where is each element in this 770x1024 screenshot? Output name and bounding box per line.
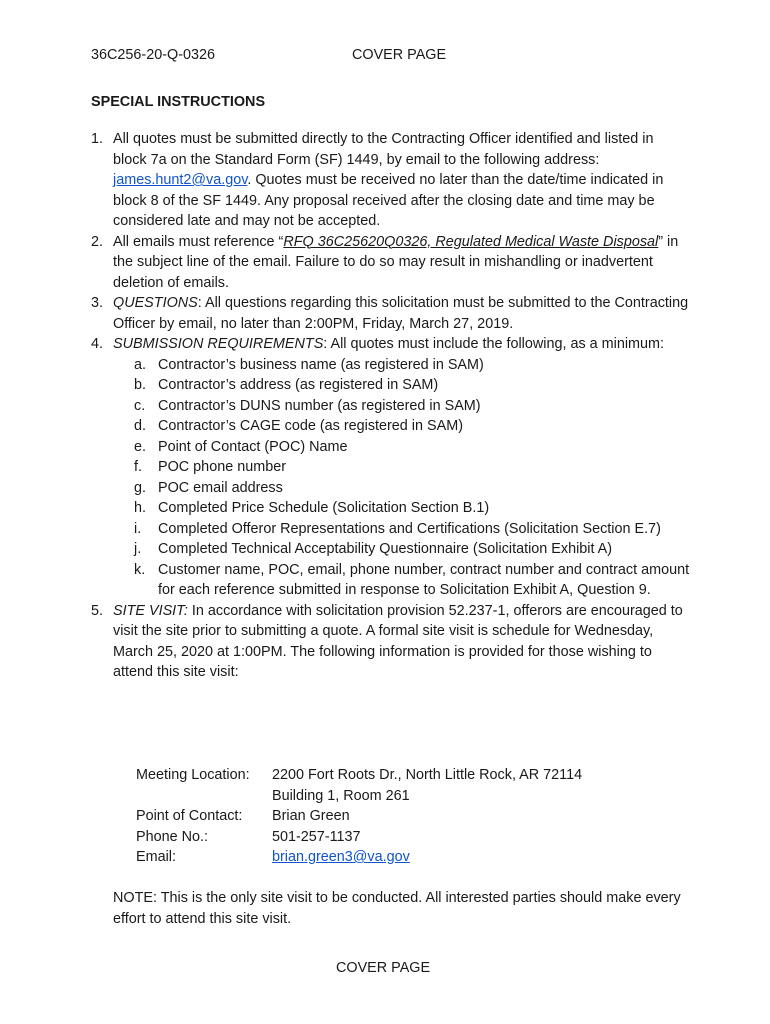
list-item-text: Contractor’s CAGE code (as registered in SAM) xyxy=(158,418,463,434)
instruction-item-2 xyxy=(91,232,691,294)
item-text: : All questions regarding this solicitation must be submitted to the Contracting Officer by email, no later than 2:00PM, Friday, March 27, 2019. xyxy=(113,295,689,332)
meeting-location-building: Building 1, Room 261 xyxy=(272,787,410,804)
item-letter: e. xyxy=(134,438,147,455)
item-label: SUBMISSION REQUIREMENTS xyxy=(113,336,324,352)
item-number: 1. xyxy=(91,131,104,147)
item-letter: g. xyxy=(134,479,147,496)
contact-email-link[interactable]: brian.green3@va.gov xyxy=(272,849,410,865)
item-number: 5. xyxy=(91,602,104,619)
phone-row xyxy=(136,827,582,848)
item-letter: d. xyxy=(134,418,147,434)
list-item xyxy=(113,396,691,417)
item-number: 4. xyxy=(91,336,104,352)
instruction-item-4 xyxy=(91,334,691,601)
meeting-location-row-2 xyxy=(136,786,582,807)
item-letter: b. xyxy=(134,377,147,393)
list-item xyxy=(113,498,691,519)
instruction-item-1 xyxy=(91,129,691,232)
item-text: All emails must reference “ xyxy=(113,233,284,250)
item-text: . Quotes must be received no later than the date/time indicated in block 8 of the SF 1449. Any proposal received after the closing date and time may be considered late and may not be accepted. xyxy=(113,172,664,229)
item-letter: f. xyxy=(134,459,142,475)
list-item xyxy=(113,539,691,560)
header-title: COVER PAGE xyxy=(352,47,447,63)
item-text: ” in the subject line of the email. Failure to do so may result in mishandling or inadvertent deletion of emails. xyxy=(113,233,679,291)
list-item-text: Completed Offeror Representations and Certifications (Solicitation Section E.7) xyxy=(158,520,661,537)
item-label: QUESTIONS xyxy=(113,295,198,311)
point-of-contact-row xyxy=(136,806,582,827)
meeting-location-row xyxy=(136,765,582,786)
item-number: 2. xyxy=(91,233,104,250)
item-text: All quotes must be submitted directly to the Contracting Officer identified and listed in block 7a on the Standard Form (SF) 1449, by email to the following address: xyxy=(113,131,654,168)
list-item-text: Point of Contact (POC) Name xyxy=(158,438,348,455)
site-visit-note: NOTE: This is the only site visit to be conducted. All interested parties should make every effort to attend this site visit. xyxy=(113,890,681,927)
email-label: Email: xyxy=(136,849,176,865)
item-letter: c. xyxy=(134,397,146,414)
list-item-text: Contractor’s DUNS number (as registered in SAM) xyxy=(158,397,481,414)
phone-label: Phone No.: xyxy=(136,828,209,845)
list-item-text: POC phone number xyxy=(158,459,286,475)
submission-requirements-list xyxy=(113,355,691,601)
item-number: 3. xyxy=(91,295,104,311)
item-letter: i. xyxy=(134,520,142,537)
list-item xyxy=(113,519,691,540)
list-item xyxy=(113,560,691,601)
item-label: SITE VISIT: xyxy=(113,602,188,619)
list-item xyxy=(113,478,691,499)
list-item xyxy=(113,457,691,478)
item-letter: a. xyxy=(134,356,147,373)
list-item-text: Completed Price Schedule (Solicitation Section B.1) xyxy=(158,500,490,516)
meeting-location-value: 2200 Fort Roots Dr., North Little Rock, AR 72114 xyxy=(272,767,583,783)
solicitation-number: 36C256-20-Q-0326 xyxy=(91,47,215,63)
point-of-contact-label: Point of Contact: xyxy=(136,808,243,824)
item-letter: h. xyxy=(134,500,147,516)
list-item-text: Completed Technical Acceptability Questionnaire (Solicitation Exhibit A) xyxy=(158,541,613,557)
list-item-text: POC email address xyxy=(158,479,283,496)
email-row xyxy=(136,847,582,868)
list-item-text: Customer name, POC, email, phone number, contract number and contract amount for each reference submitted in response to Solicitation Exhibit A, Question 9. xyxy=(158,561,690,598)
rfq-reference: RFQ 36C25620Q0326, Regulated Medical Waste Disposal xyxy=(283,233,659,250)
list-item-text: Contractor’s business name (as registered in SAM) xyxy=(158,356,484,373)
list-item-text: Contractor’s address (as registered in SAM) xyxy=(158,377,439,393)
instructions-list xyxy=(91,129,691,683)
instruction-item-5 xyxy=(91,601,691,683)
item-letter: j. xyxy=(134,541,142,557)
item-letter: k. xyxy=(134,561,146,578)
list-item xyxy=(113,355,691,376)
instruction-item-3 xyxy=(91,293,691,334)
item-text: : All quotes must include the following, as a minimum: xyxy=(323,336,665,352)
point-of-contact-value: Brian Green xyxy=(272,808,350,824)
contracting-officer-email-link[interactable]: james.hunt2@va.gov xyxy=(113,172,248,188)
site-visit-contact-block xyxy=(136,765,582,868)
list-item xyxy=(113,437,691,458)
list-item xyxy=(113,416,691,437)
list-item xyxy=(113,375,691,396)
item-text: In accordance with solicitation provision 52.237-1, offerors are encouraged to visit the site prior to submitting a quote. A formal site visit is schedule for Wednesday, March 25, 2020 at 1:00PM. The following information is provided for those wishing to attend this site visit: xyxy=(113,602,683,680)
phone-value: 501-257-1137 xyxy=(272,828,361,845)
footer-title: COVER PAGE xyxy=(336,960,431,976)
section-title: SPECIAL INSTRUCTIONS xyxy=(91,94,266,110)
meeting-location-label: Meeting Location: xyxy=(136,767,250,783)
